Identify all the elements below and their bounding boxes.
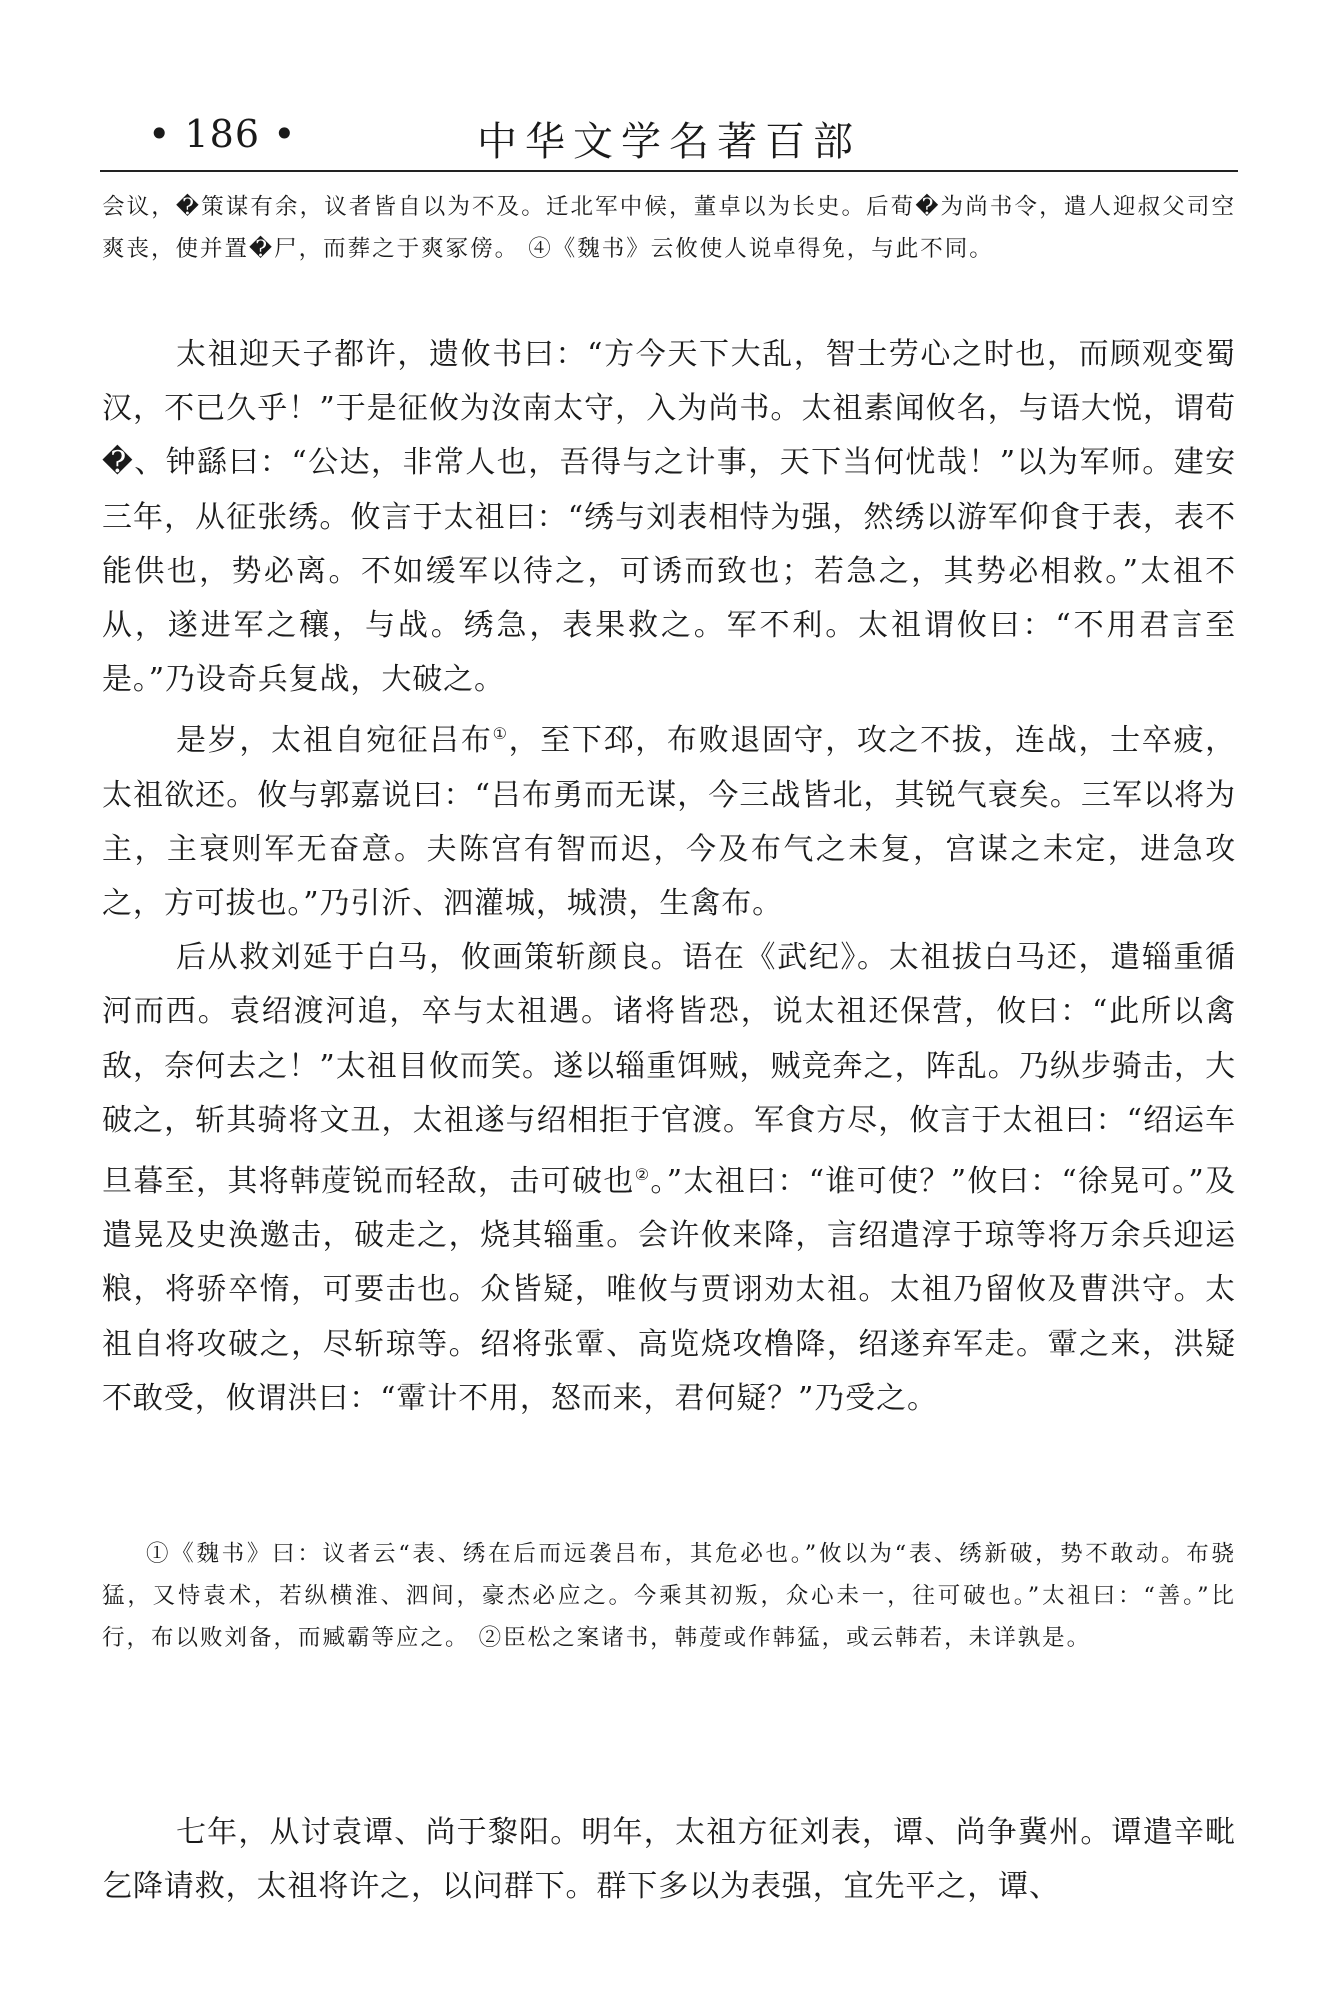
footnote-marker-1[interactable]: ① (492, 724, 509, 744)
paragraph-3 (102, 931, 1236, 1426)
paragraph-3-text-cont: 。”太祖曰：“谁可使？”攸曰：“徐晃可。”及遣晃及史涣邀击，破走之，烧其辎重。会许攸来降，言绍遣淳于琼等将万余兵迎运粮，将骄卒惰，可要击也。众皆疑，唯攸与贾诩劝太祖。太祖乃留攸及曹洪守。太祖自将攻破之，尽斩琼等。绍将张𩅦、高览烧攻橹降，绍遂弃军走。𩅦之来，洪疑不敢受，攸谓洪曰：“𩅦计不用，怒而来，君何疑？”乃受之。 (102, 1164, 1237, 1416)
footnote-marker-2[interactable]: ② (634, 1165, 651, 1185)
paragraph-2 (102, 707, 1236, 931)
page-number: • 186 • (148, 112, 297, 156)
paragraph-3-text: 后从救刘延于白马，攸画策斩颜良。语在《武纪》。太祖拔白马还，遣辎重循河而西。袁绍渡河追，卒与太祖遇。诸将皆恐，说太祖还保营，攸曰：“此所以禽敌，奈何去之！”太祖目攸而笑。遂以辎重饵贼，贼竞奔之，阵乱。乃纵步骑击，大破之，斩其骑将文丑，太祖遂与绍相拒于官渡。军食方尽，攸言于太祖曰：“绍运车旦暮至，其将韩𦳔锐而轻敌，击可破也 (102, 940, 1236, 1200)
main-text-continued (102, 1806, 1236, 1914)
footnote-text: 会议，�策谋有余，议者皆自以为不及。迁北军中候，董卓以为长史。后荀�为尚书令，遣人迎叔父司空爽丧，使并置�尸，而葬之于爽冢傍。 ④《魏书》云攸使人说卓得免，与此不同。 (102, 194, 1236, 262)
page-header (100, 110, 1238, 174)
paragraph-2-text-cont: ，至下邳，布败退固守，攻之不拔，连战，士卒疲，太祖欲还。攸与郭嘉说曰：“吕布勇而无谋，今三战皆北，其锐气衰矣。三军以将为主，主衰则军无奋意。夫陈宫有智而迟，今及布气之未复，宫谋之未定，进急攻之，方可拔也。”乃引沂、泗灌城，城溃，生禽布。 (102, 723, 1237, 922)
footnote-text: ①《魏书》曰：议者云“表、绣在后而远袭吕布，其危必也。”攸以为“表、绣新破，势不敢动。布骁猛，又恃袁术，若纵横淮、泗间，豪杰必应之。今乘其初叛，众心未一，往可破也。”太祖曰：“善。”比行，布以败刘备，而臧霸等应之。 ②臣松之案诸书，韩𦳔或作韩猛，或云韩若，未详孰是。 (102, 1541, 1236, 1651)
main-text (102, 328, 1236, 1426)
paragraph-2-text: 是岁，太祖自宛征吕布 (176, 723, 493, 759)
section-footnotes (102, 1533, 1236, 1659)
book-title: 中华文学名著百部 (477, 119, 861, 165)
top-footnote (102, 186, 1236, 270)
header-rule (100, 170, 1238, 172)
paragraph-4: 七年，从讨袁谭、尚于黎阳。明年，太祖方征刘表，谭、尚争冀州。谭遣辛毗乞降请救，太祖将许之，以问群下。群下多以为表强，宜先平之，谭、 (102, 1815, 1236, 1905)
paragraph-1: 太祖迎天子都许，遗攸书曰：“方今天下大乱，智士劳心之时也，而顾观变蜀汉，不已久乎！”于是征攸为汝南太守，入为尚书。太祖素闻攸名，与语大悦，谓荀�、钟繇曰：“公达，非常人也，吾得与之计事，天下当何忧哉！”以为军师。建安三年，从征张绣。攸言于太祖曰：“绣与刘表相恃为强，然绣以游军仰食于表，表不能供也，势必离。不如缓军以待之，可诱而致也；若急之，其势必相救。”太祖不从，遂进军之穰，与战。绣急，表果救之。军不利。太祖谓攸曰：“不用君言至是。”乃设奇兵复战，大破之。 (102, 337, 1236, 698)
